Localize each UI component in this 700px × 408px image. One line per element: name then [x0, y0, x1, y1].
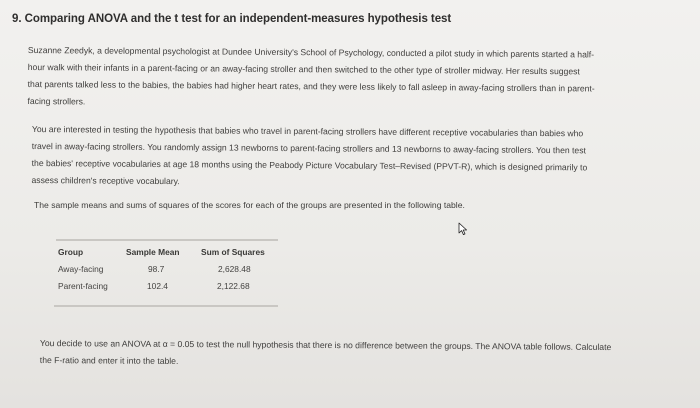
hypothesis-paragraph [31, 121, 587, 193]
ss-cell: 2,122.68 [217, 281, 250, 291]
table-bottom-rule [54, 305, 278, 307]
question-title: 9. Comparing ANOVA and the t test for an independent-measures hypothesis test [12, 13, 452, 25]
hypothesis-line: assess children's receptive vocabulary. [31, 174, 180, 187]
header-group: Group [58, 247, 84, 257]
hypothesis-line: the babies' receptive vocabularies at age 18 months using the Peabody Picture Vocabulary Test–Revised (PPVT-R), which is designed primarily to [31, 157, 588, 173]
table-intro-text: The sample means and sums of squares of the scores for each of the groups are presented in the following table. [34, 200, 465, 210]
ss-cell: 2,628.48 [218, 264, 251, 274]
mean-cell: 102.4 [147, 281, 168, 291]
intro-line: hour walk with their infants in a parent-facing or an away-facing stroller and then switched to the other type of stroller midway. Her results suggest [27, 61, 580, 77]
mouse-pointer-icon [458, 222, 468, 236]
intro-line: facing strollers. [27, 95, 86, 107]
group-cell: Parent-facing [58, 281, 108, 291]
group-cell: Away-facing [58, 264, 104, 274]
anova-instruction-paragraph [40, 335, 612, 373]
hypothesis-line: You are interested in testing the hypothesis that babies who travel in parent-facing strollers have different receptive vocabularies than babies who [31, 123, 584, 139]
header-sample-mean: Sample Mean [126, 247, 180, 257]
mean-cell: 98.7 [148, 264, 165, 274]
header-sum-of-squares: Sum of Squares [201, 247, 265, 257]
hypothesis-line: travel in away-facing strollers. You randomly assign 13 newborns to parent-facing strollers and 13 newborns to away-facing strollers. You then test [31, 140, 586, 156]
instruction-line: You decide to use an ANOVA at α = 0.05 to test the null hypothesis that there is no difference between the groups. The ANOVA table follows. Calculate [39, 337, 612, 352]
intro-paragraph [27, 42, 595, 114]
intro-line: Suzanne Zeedyk, a developmental psychologist at Dundee University's School of Psychology, conducted a pilot study in which parents started a half- [27, 44, 595, 60]
table-top-rule [56, 239, 278, 241]
instruction-line: the F-ratio and enter it into the table. [39, 354, 179, 366]
intro-line: that parents talked less to the babies, the babies had higher heart rates, and they were less likely to fall asleep in away-facing strollers than in parent- [27, 78, 595, 94]
